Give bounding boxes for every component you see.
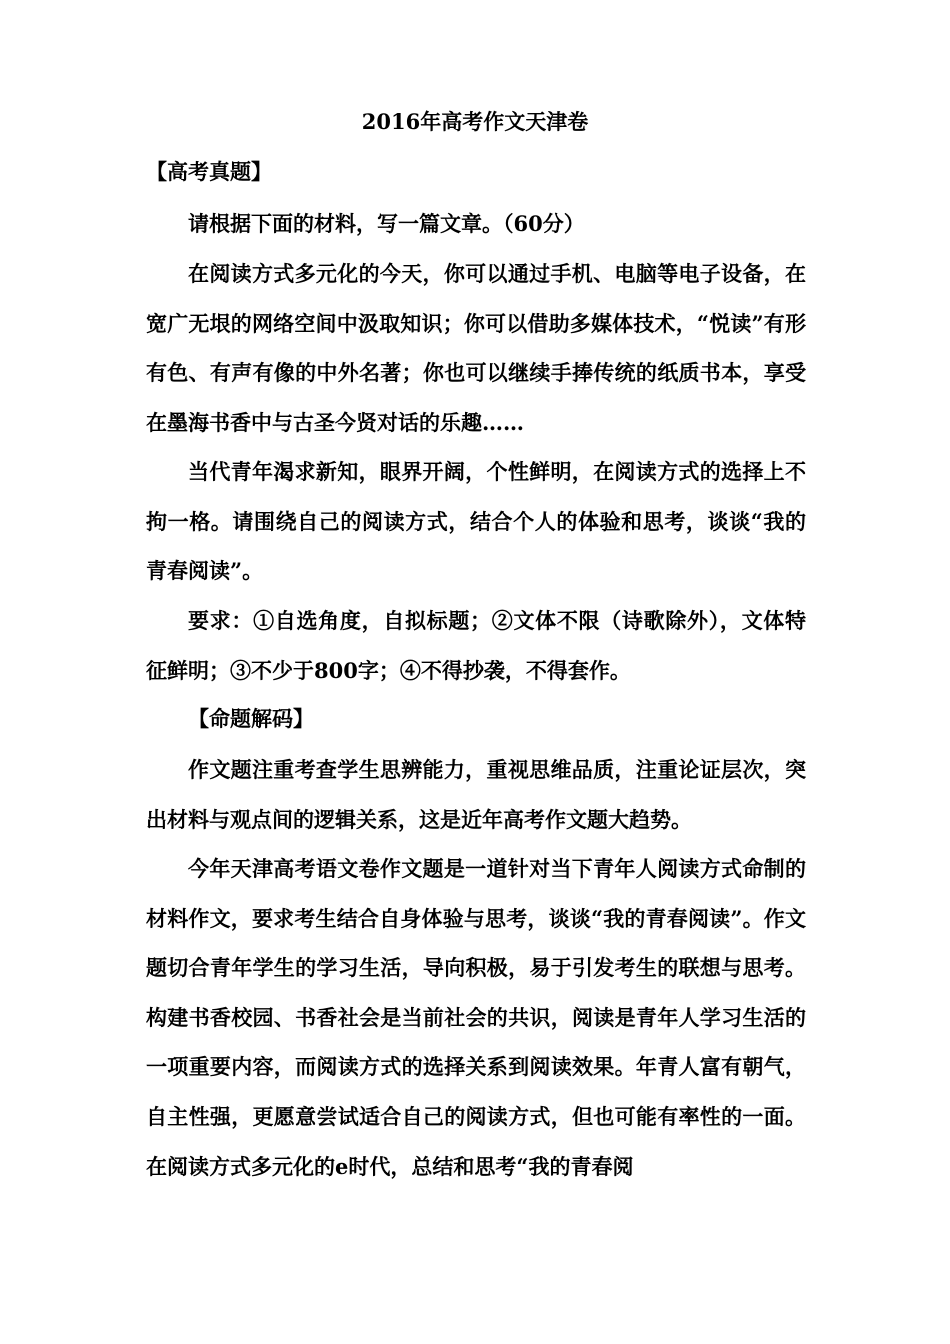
analysis-paragraph-1: 作文题注重考查学生思辨能力，重视思维品质，注重论证层次，突出材料与观点间的逻辑关系，这是近年高考作文题大趋势。 [146, 757, 806, 832]
analysis-paragraph-2: 今年天津高考语文卷作文题是一道针对当下青年人阅读方式命制的材料作文，要求考生结合自身体验与思考，谈谈“我的青春阅读”。作文题切合青年学生的学习生活，导向积极，易于引发考生的联想与思考。构建书香校园、书香社会是当前社会的共识，阅读是青年人学习生活的一项重要内容，而阅读方式的选择关系到阅读效果。年青人富有朝气，自主性强，更愿意尝试适合自己的阅读方式，但也可能有率性的一面。在阅读方式多元化的e时代，总结和思考“我的青春阅 [146, 856, 806, 1179]
section-heading-analysis: 【命题解码】 [188, 706, 314, 731]
material-paragraph-2: 当代青年渴求新知，眼界开阔，个性鲜明，在阅读方式的选择上不拘一格。请围绕自己的阅读方式，结合个人的体验和思考，谈谈“我的青春阅读”。 [146, 459, 806, 584]
document-title: 2016年高考作文天津卷 [361, 109, 589, 134]
prompt-intro-paragraph: 请根据下面的材料，写一篇文章。（60分） [188, 211, 585, 236]
material-paragraph-1: 在阅读方式多元化的今天，你可以通过手机、电脑等电子设备，在宽广无垠的网络空间中汲取知识；你可以借助多媒体技术，“悦读”有形有色、有声有像的中外名著；你也可以继续手捧传统的纸质书本，享受在墨海书香中与古圣今贤对话的乐趣…… [146, 261, 806, 435]
requirements-paragraph: 要求：①自选角度，自拟标题；②文体不限（诗歌除外），文体特征鲜明；③不少于800字；④不得抄袭，不得套作。 [146, 608, 806, 683]
section-heading-exam-question: 【高考真题】 [146, 159, 272, 184]
